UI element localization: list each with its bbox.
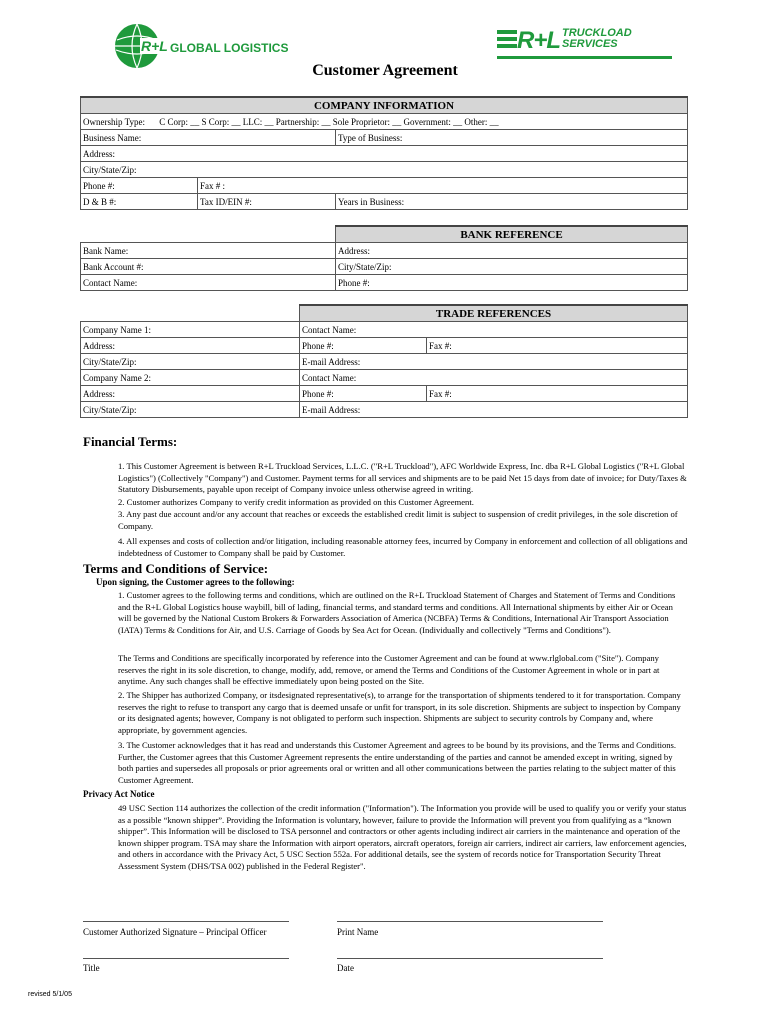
financial-term-3: 3. Any past due account and/or any account that reaches or exceeds the established credit limit is subject to suspension of credit privileges, in the sole discretion of Company. — [118, 509, 678, 531]
terms-item-1: 1. Customer agrees to the following terms and conditions, which are outlined on the R+L Truckload Statement of Charges and Statement of Terms and Conditions and the R+L Global Logistics house waybill, bill of lading, financial terms, and standard terms and conditions. All International shipments by either Air or Ocean will be governed by the National Custom Brokers & Forwarders Association of America (NCBFA) Terms & Conditions, International Air Transport Association (IATA) Terms & Conditions for Air, and U.S. Carriage of Goods by Sea Act for Ocean. (Individually and collectively "Terms and Conditions"). — [118, 590, 676, 635]
logo-right-text-1: TRUCKLOAD — [562, 27, 632, 39]
bank-name-field[interactable]: Bank Name: — [81, 243, 336, 259]
logo-right-text-2: SERVICES — [562, 38, 618, 50]
terms-item-2: 2. The Shipper has authorized Company, or itsdesignated representative(s), to arrange for the transportation of shipments tendered to it for transportation. Company reserves the right to refuse to transport any cargo that is deemed unsafe or unfit for transport, in its sole discretion. Shipments are subject to inspection by Company or its designated agents; however, Company is not obligated to perform such inspection. Shipments are subject to security controls by Company and, where appropriate, by government agencies. — [118, 690, 681, 735]
trade-email-1-field[interactable]: E-mail Address: — [300, 354, 688, 370]
signature-label: Customer Authorized Signature – Principal Officer — [83, 927, 267, 937]
revision-note: revised 5/1/05 — [28, 991, 72, 998]
logo-left-text: GLOBAL LOGISTICS — [170, 41, 289, 55]
trade-fax-2-field[interactable]: Fax #: — [427, 386, 688, 402]
bank-reference-header: BANK REFERENCE — [336, 226, 688, 243]
privacy-act-heading: Privacy Act Notice — [83, 789, 155, 799]
financial-terms-heading: Financial Terms: — [83, 434, 178, 449]
trade-address-2-field[interactable]: Address: — [81, 386, 300, 402]
terms-item-1-continued: The Terms and Conditions are specifically incorporated by reference into the Customer Agreement and can be found at www.rlglobal.com ("Site"). Company reserves the right in its sole discretion, to change, modify, add, remove, or amend the Terms and Conditions of the Customer Agreement in whole or in part at anytime. Any such changes shall be effective immediately upon being posted on the Site. — [118, 653, 660, 687]
bank-phone-field[interactable]: Phone #: — [336, 275, 688, 291]
logo-left-mark: R+L — [141, 38, 168, 54]
rl-truckload-logo — [497, 27, 672, 61]
logo-underline — [497, 56, 672, 59]
ownership-type-field[interactable] — [81, 114, 688, 130]
page-title: Customer Agreement — [312, 62, 458, 79]
trade-fax-1-field[interactable]: Fax #: — [427, 338, 688, 354]
speed-lines-icon — [497, 27, 517, 53]
trade-company-name-1-field[interactable]: Company Name 1: — [81, 322, 300, 338]
title-line[interactable] — [83, 958, 289, 959]
print-name-line[interactable] — [337, 921, 603, 922]
date-line[interactable] — [337, 958, 603, 959]
company-address-field[interactable]: Address: — [81, 146, 688, 162]
trade-contact-name-2-field[interactable]: Contact Name: — [300, 370, 688, 386]
trade-references-header: TRADE REFERENCES — [300, 305, 688, 322]
trade-phone-1-field[interactable]: Phone #: — [300, 338, 427, 354]
bank-address-field[interactable]: Address: — [336, 243, 688, 259]
bank-reference-table — [80, 225, 688, 291]
print-name-label: Print Name — [337, 927, 379, 937]
company-city-state-zip-field[interactable]: City/State/Zip: — [81, 162, 688, 178]
dnb-number-field[interactable]: D & B #: — [81, 194, 198, 210]
terms-item-3: 3. The Customer acknowledges that it has read and understands this Customer Agreement and agrees to be bound by its provisions, and the Terms and Conditions. Further, the Customer agrees that this Customer Agreement represents the entire understanding of the parties and cannot be amended except in writing, signed by both parties and supersedes all proposals or prior agreements oral or written and all other communications between the parties relating to the subject matter of this Customer Agreement. — [118, 740, 677, 785]
company-information-table — [80, 96, 688, 210]
bank-city-state-zip-field[interactable]: City/State/Zip: — [336, 259, 688, 275]
ownership-type-options: C Corp: __ S Corp: __ LLC: __ Partnership: __ Sole Proprietor: __ Government: __ Other: __ — [159, 116, 499, 127]
business-name-field[interactable]: Business Name: — [81, 130, 336, 146]
trade-phone-2-field[interactable]: Phone #: — [300, 386, 427, 402]
trade-contact-name-1-field[interactable]: Contact Name: — [300, 322, 688, 338]
terms-conditions-heading: Terms and Conditions of Service: — [83, 561, 269, 576]
financial-term-2: 2. Customer authorizes Company to verify credit information as provided on this Customer Agreement. — [118, 497, 474, 507]
trade-city-state-zip-2-field[interactable]: City/State/Zip: — [81, 402, 300, 418]
financial-term-1: 1. This Customer Agreement is between R+L Truckload Services, L.L.C. ("R+L Truckload"), AFC Worldwide Express, Inc. dba R+L Global Logistics ("R+L Global Logistics") (Collectively "Company") and Customer. Payment terms for all services and shipments are to be paid Net 15 days from date of invoice; for Duty/Taxes & Statutory Disbursements, payable upon receipt of Company invoice unless otherwise agreed in writing. — [118, 461, 687, 495]
bank-contact-name-field[interactable]: Contact Name: — [81, 275, 336, 291]
type-of-business-field[interactable]: Type of Business: — [336, 130, 688, 146]
ownership-type-label: Ownership Type: — [83, 116, 145, 127]
company-information-header: COMPANY INFORMATION — [81, 97, 688, 114]
logo-right-mark: R+L — [517, 27, 561, 54]
trade-address-1-field[interactable]: Address: — [81, 338, 300, 354]
company-phone-field[interactable]: Phone #: — [81, 178, 198, 194]
financial-term-4: 4. All expenses and costs of collection and/or litigation, including reasonable attorney fees, incurred by Company in enforcement and collection of all obligations and indebtedness of Customer to Company shall be paid by Customer. — [118, 536, 688, 558]
years-in-business-field[interactable]: Years in Business: — [336, 194, 688, 210]
upon-signing-text: Upon signing, the Customer agrees to the following: — [96, 577, 295, 587]
privacy-act-text: 49 USC Section 114 authorizes the collection of the credit information ("Information"). The Information you provide will be used to qualify you or verify your status as a possible “known shipper”. Providing the Information is voluntary, however, failure to provide the Information will prevent you from qualifying as a “known shipper”. This Information will be disclosed to TSA personnel and contractors or other agents including indirect air carriers in the maintenance and operation of the known shipper program. TSA may share the Information with airport operators, aircraft operators, foreign air carriers, indirect air carriers, law enforcement agencies, and others in accordance with the Privacy Act, 5 USC Section 552a. For additional details, see the system of records notice for Transportation Security Threat Assessment System (DHS/TSA 002) published in the Federal Register". — [118, 803, 687, 871]
trade-references-table — [80, 304, 688, 418]
company-fax-field[interactable]: Fax # : — [198, 178, 688, 194]
date-label: Date — [337, 963, 354, 973]
tax-id-field[interactable]: Tax ID/EIN #: — [198, 194, 336, 210]
title-label: Title — [83, 963, 100, 973]
trade-email-2-field[interactable]: E-mail Address: — [300, 402, 688, 418]
bank-account-field[interactable]: Bank Account #: — [81, 259, 336, 275]
signature-line[interactable] — [83, 921, 289, 922]
trade-city-state-zip-1-field[interactable]: City/State/Zip: — [81, 354, 300, 370]
trade-company-name-2-field[interactable]: Company Name 2: — [81, 370, 300, 386]
